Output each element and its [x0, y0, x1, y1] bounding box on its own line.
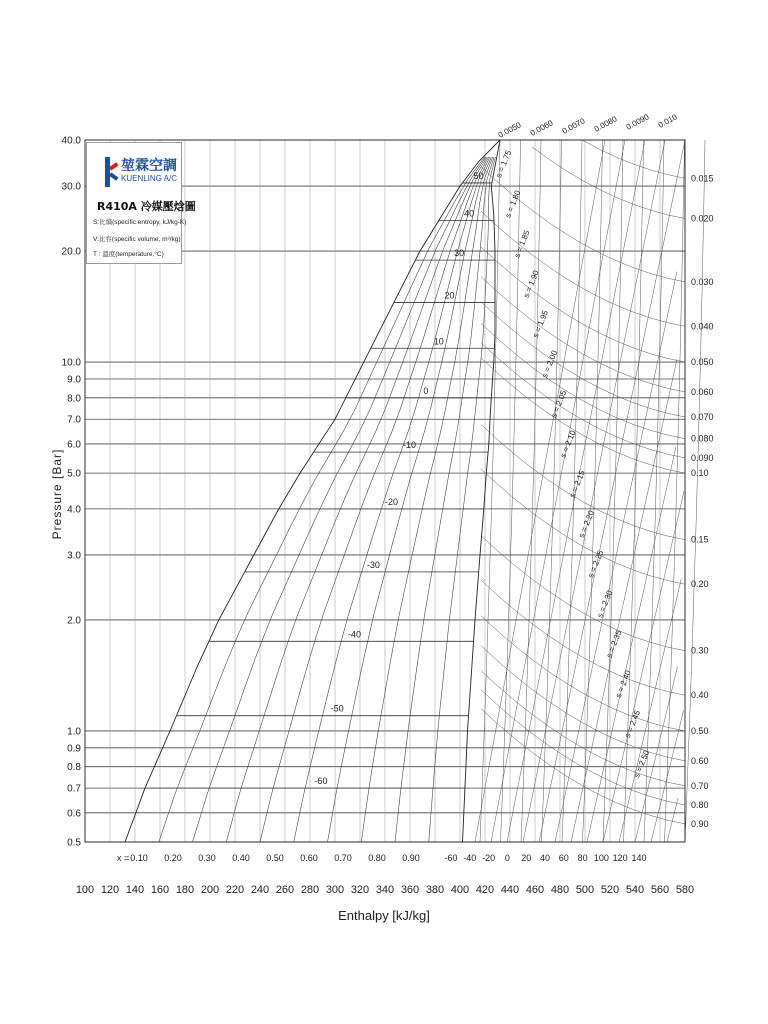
superheat-isotherm	[480, 140, 500, 842]
specific-volume-label: 0.70	[691, 780, 709, 791]
specific-volume-label: 0.020	[691, 213, 714, 224]
specific-volume-top-label: 0.0070	[560, 116, 587, 136]
quality-line	[226, 157, 487, 842]
isotherm-label: -20	[384, 496, 399, 507]
x-tick-label: 500	[575, 884, 595, 896]
brand-logo-icon	[105, 157, 119, 187]
specific-volume-line	[532, 147, 685, 219]
chart-curves	[125, 140, 705, 842]
x-tick-label: 140	[125, 884, 145, 896]
specific-volume-label: 0.90	[691, 818, 709, 829]
y-tick-label: 30.0	[61, 181, 81, 193]
y-tick-label: 9.0	[67, 374, 81, 386]
entropy-label: s = 2.15	[567, 469, 587, 500]
isotherm-label: 10	[433, 336, 444, 347]
quality-line	[193, 157, 486, 842]
x-tick-label: 280	[300, 884, 320, 896]
isotherm-label: 50	[473, 170, 484, 181]
x-tick-label: 240	[250, 884, 270, 896]
quality-label: 0.70	[334, 853, 352, 863]
x-tick-label: 480	[550, 884, 570, 896]
quality-label: 0.20	[164, 853, 182, 863]
entropy-label: s = 2.20	[576, 509, 597, 540]
y-tick-label: 20.0	[61, 246, 81, 258]
y-tick-label: 7.0	[67, 414, 81, 426]
specific-volume-label: 0.015	[691, 173, 714, 184]
x-tick-label: 540	[625, 884, 645, 896]
specific-volume-label: 0.060	[691, 386, 714, 397]
entropy-line	[587, 447, 676, 842]
x-tick-label: 100	[75, 884, 95, 896]
y-tick-label: 0.6	[67, 808, 81, 820]
superheat-temp-label: 80	[577, 853, 588, 863]
quality-line	[260, 157, 489, 842]
entropy-label: s = 2.00	[540, 349, 560, 380]
x-axis-label: Enthalpy [kJ/kg]	[338, 908, 430, 923]
superheat-isotherm	[603, 140, 623, 842]
entropy-line	[539, 140, 685, 842]
entropy-line	[571, 359, 677, 842]
x-tick-label: 380	[425, 884, 445, 896]
isotherm-label: 0	[423, 385, 429, 396]
specific-volume-label: 0.040	[691, 321, 714, 332]
isotherm-label: 20	[444, 290, 455, 301]
entropy-line	[667, 798, 678, 842]
brand-name-cn: 堃霖空調	[121, 158, 177, 174]
specific-volume-top-label: 0.0060	[528, 118, 555, 138]
quality-label: 0.90	[402, 853, 420, 863]
specific-volume-line	[481, 616, 685, 731]
y-tick-label: 2.0	[67, 615, 81, 627]
entropy-label: s = 1.90	[521, 269, 541, 300]
superheat-temp-label: 40	[539, 853, 551, 863]
entropy-label: s = 2.10	[558, 429, 578, 460]
specific-volume-line	[481, 211, 685, 326]
specific-volume-line	[481, 277, 685, 392]
specific-volume-label: 0.15	[691, 534, 709, 545]
specific-volume-line	[481, 324, 685, 439]
superheat-temp-label: 100	[593, 853, 609, 863]
x-tick-label: 120	[100, 884, 120, 896]
entropy-line	[555, 272, 677, 842]
isotherm-label: -60	[314, 776, 328, 787]
x-tick-label: 520	[600, 884, 620, 896]
x-tick-label: 560	[650, 884, 670, 896]
chart-title: R410A 冷媒壓焓圖	[97, 200, 196, 213]
y-tick-label: 0.9	[67, 743, 81, 755]
x-tick-label: 340	[375, 884, 395, 896]
quality-line	[159, 157, 485, 842]
specific-volume-label: 0.60	[691, 755, 709, 766]
y-tick-label: 8.0	[67, 393, 81, 405]
y-axis-label: Pressure [Bar]	[50, 448, 64, 540]
entropy-label: s = 2.05	[549, 389, 569, 420]
x-tick-label: 260	[275, 884, 295, 896]
x-tick-label: 460	[525, 884, 545, 896]
x-tick-label: 420	[475, 884, 495, 896]
superheat-isotherm	[665, 140, 685, 842]
y-tick-label: 0.8	[67, 762, 81, 774]
specific-volume-label: 0.070	[691, 411, 714, 422]
entropy-label: s = 1.80	[503, 189, 523, 220]
y-tick-label: 1.0	[67, 726, 81, 738]
y-tick-label: 0.7	[67, 783, 81, 795]
x-tick-label: 440	[500, 884, 520, 896]
specific-volume-label: 0.50	[691, 725, 709, 736]
x-tick-label: 200	[200, 884, 220, 896]
specific-volume-line	[481, 646, 685, 761]
specific-volume-line	[481, 709, 685, 824]
quality-label: 0.80	[368, 853, 386, 863]
specific-volume-top-label: 0.010	[656, 112, 679, 130]
entropy-label: s = 2.50	[632, 749, 652, 780]
x-tick-label: 320	[350, 884, 370, 896]
entropy-line	[491, 140, 625, 842]
superheat-temp-label: 60	[558, 853, 569, 863]
specific-volume-label: 0.40	[691, 690, 709, 701]
y-tick-label: 40.0	[61, 135, 81, 147]
superheat-isotherm	[644, 140, 664, 842]
superheat-temp-label: -60	[444, 853, 458, 863]
x-tick-label: 580	[675, 884, 695, 896]
legend-entropy: S:比熵(specific entropy, kJ/kg-K)	[93, 219, 187, 226]
entropy-label: s = 1.85	[512, 229, 532, 260]
y-tick-label: 4.0	[67, 504, 81, 516]
isotherm-label: 30	[454, 248, 465, 259]
specific-volume-line	[583, 141, 685, 179]
entropy-label: s = 2.25	[586, 549, 606, 580]
quality-label: 0.40	[232, 853, 250, 863]
legend-box	[86, 142, 196, 264]
specific-volume-line	[481, 167, 685, 282]
entropy-line	[603, 491, 684, 842]
entropy-label: s = 1.75	[494, 149, 514, 180]
isotherm-label: -50	[330, 703, 344, 714]
entropy-label: s = 2.40	[613, 669, 633, 700]
y-tick-label: 0.5	[67, 837, 81, 849]
x-tick-label: 220	[225, 884, 245, 896]
specific-volume-label: 0.20	[691, 579, 709, 590]
y-tick-label: 6.0	[67, 439, 81, 451]
specific-volume-label: 0.090	[691, 452, 714, 463]
specific-volume-label: 0.030	[691, 276, 714, 287]
specific-volume-line	[481, 247, 685, 362]
legend-specific-volume: V:比容(specific volume, m³/kg)	[93, 236, 181, 243]
quality-label: 0.30	[198, 853, 216, 863]
x-tick-label: 360	[400, 884, 420, 896]
y-tick-label: 10.0	[61, 357, 81, 369]
entropy-label: s = 2.30	[595, 589, 615, 620]
quality-line	[361, 157, 492, 842]
superheat-temp-label: 0	[504, 853, 510, 863]
isotherm-label: -30	[366, 559, 380, 570]
superheat-temp-label: 120	[612, 853, 628, 863]
specific-volume-label: 0.080	[691, 433, 714, 444]
entropy-label: s = 1.95	[530, 309, 551, 340]
y-tick-label: 3.0	[67, 550, 81, 562]
quality-line	[429, 157, 496, 842]
isotherm-label: 40	[464, 208, 475, 219]
quality-label: 0.50	[266, 853, 284, 863]
quality-label: 0.60	[300, 853, 318, 863]
superheat-isotherm	[685, 140, 705, 842]
specific-volume-top-label: 0.0080	[592, 114, 619, 134]
superheat-temp-label: -20	[482, 853, 496, 863]
specific-volume-top-label: 0.0090	[624, 112, 651, 132]
brand-name-en: KUENLING A/C	[121, 174, 178, 183]
specific-volume-label: 0.30	[691, 645, 709, 656]
superheat-temp-label: -40	[463, 853, 477, 863]
specific-volume-line	[481, 580, 685, 695]
specific-volume-top-label: 0.0050	[496, 120, 523, 140]
superheat-temp-label: 140	[631, 853, 647, 863]
isotherm-label: -40	[347, 629, 361, 640]
x-tick-label: 160	[150, 884, 170, 896]
quality-prefix-label: x =	[117, 853, 130, 863]
x-tick-label: 400	[450, 884, 470, 896]
x-tick-label: 180	[175, 884, 195, 896]
superheat-temp-label: 20	[521, 853, 532, 863]
entropy-label: s = 2.45	[622, 709, 643, 740]
y-tick-label: 5.0	[67, 468, 81, 480]
x-tick-label: 300	[325, 884, 345, 896]
legend-temperature: T : 溫度(temperature,°C)	[93, 251, 164, 258]
isotherm-label: -10	[403, 440, 417, 451]
specific-volume-label: 0.80	[691, 799, 709, 810]
specific-volume-label: 0.050	[691, 357, 714, 368]
quality-label: 0.10	[130, 853, 148, 863]
entropy-label: s = 2.35	[604, 629, 624, 660]
specific-volume-label: 0.10	[691, 468, 709, 479]
